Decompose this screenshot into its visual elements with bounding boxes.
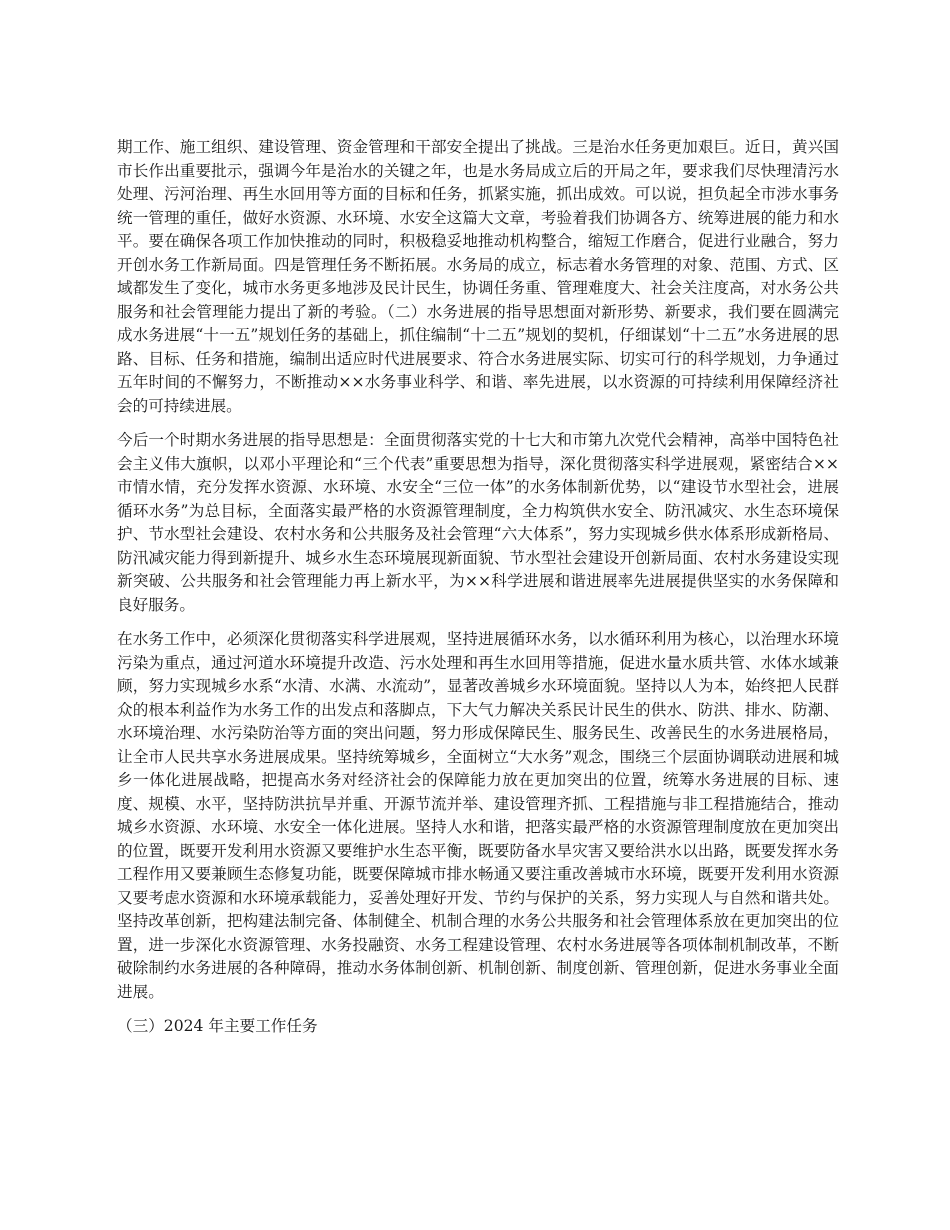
paragraph-water-challenges: 期工作、施工组织、建设管理、资金管理和干部安全提出了挑战。三是治水任务更加艰巨。近日，黄兴国市长作出重要批示，强调今年是治水的关键之年，也是水务局成立后的开局之年，要求我们尽快理清污水处理、污河治理、再生水回用等方面的目标和任务，抓紧实施，抓出成效。可以说，担负起全市涉水事务统一管理的重任，做好水资源、水环境、水安全这篇大文章，考验着我们协调各方、统筹进展的能力和水平。要在确保各项工作加快推动的同时，积极稳妥地推动机构整合，缩短工作磨合，促进行业融合，努力开创水务工作新局面。四是管理任务不断拓展。水务局的成立，标志着水务管理的对象、范围、方式、区域都发生了变化，城市水务更多地涉及民计民生，协调任务重、管理难度大、社会关注度高，对水务公共服务和社会管理能力提出了新的考验。（二）水务进展的指导思想面对新形势、新要求，我们要在圆满完成水务进展“十一五”规划任务的基础上，抓住编制“十二五”规划的契机，仔细谋划“十二五”水务进展的思路、目标、任务和措施，编制出适应时代进展要求、符合水务进展实际、切实可行的科学规划，力争通过五年时间的不懈努力，不断推动××水务事业科学、和谐、率先进展，以水资源的可持续利用保障经济社会的可持续进展。 xyxy=(117,138,839,415)
section-heading: （三）2024 年主要工作任务 xyxy=(117,1017,318,1035)
document-page xyxy=(117,136,839,1039)
paragraph-work-principles: 在水务工作中，必须深化贯彻落实科学进展观，坚持进展循环水务，以水循环利用为核心，以治理水环境污染为重点，通过河道水环境提升改造、污水处理和再生水回用等措施，促进水量水质共管、水体水域兼顾，努力实现城乡水系“水清、水满、水流动”，显著改善城乡水环境面貌。坚持以人为本，始终把人民群众的根本利益作为水务工作的出发点和落脚点，下大气力解决关系民计民生的供水、防洪、排水、防潮、水环境治理、水污染防治等方面的突出问题，努力形成保障民生、服务民生、改善民生的水务进展格局，让全市人民共享水务进展成果。坚持统筹城乡，全面树立“大水务”观念，围绕三个层面协调联动进展和城乡一体化进展战略，把提高水务对经济社会的保障能力放在更加突出的位置，统筹水务进展的目标、速度、规模、水平，坚持防洪抗旱并重、开源节流并举、建设管理齐抓、工程措施与非工程措施结合，推动城乡水资源、水环境、水安全一体化进展。坚持人水和谐，把落实最严格的水资源管理制度放在更加突出的位置，既要开发利用水资源又要维护水生态平衡，既要防备水旱灾害又要给洪水以出路，既要发挥水务工程作用又要兼顾生态修复功能，既要保障城市排水畅通又要注重改善城市水环境，既要开发利用水资源又要考虑水资源和水环境承载能力，妥善处理好开发、节约与保护的关系，努力实现人与自然和谐共处。坚持改革创新，把构建法制完备、体制健全、机制合理的水务公共服务和社会管理体系放在更加突出的位置，进一步深化水资源管理、水务投融资、水务工程建设管理、农村水务进展等各项体制机制改革，不断破除制约水务进展的各种障碍，推动水务体制创新、机制创新、制度创新、管理创新，促进水务事业全面进展。 xyxy=(117,630,839,1001)
paragraph-guiding-ideology: 今后一个时期水务进展的指导思想是：全面贯彻落实党的十七大和市第九次党代会精神，高举中国特色社会主义伟大旗帜，以邓小平理论和“三个代表”重要思想为指导，深化贯彻落实科学进展观，紧密结合××市情水情，充分发挥水资源、水环境、水安全“三位一体”的水务体制新优势，以“建设节水型社会，进展循环水务”为总目标，全面落实最严格的水资源管理制度，全力构筑供水安全、防汛减灾、水生态环境保护、节水型社会建设、农村水务和公共服务及社会管理“六大体系”，努力实现城乡供水体系形成新格局、防汛减灾能力得到新提升、城乡水生态环境展现新面貌、节水型社会建设开创新局面、农村水务建设实现新突破、公共服务和社会管理能力再上新水平，为××科学进展和谐进展率先进展提供坚实的水务保障和良好服务。 xyxy=(117,431,839,614)
